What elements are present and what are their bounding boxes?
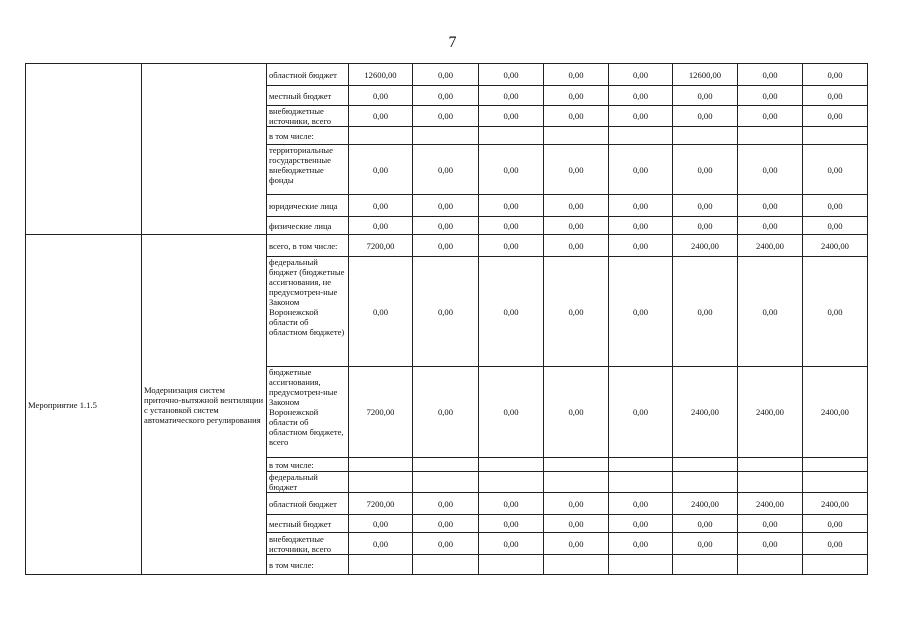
value-cell: 0,00 (479, 145, 544, 195)
source-cell: юридические лица (267, 195, 349, 217)
value-cell: 0,00 (413, 64, 479, 86)
value-cell: 2400,00 (803, 235, 868, 257)
value-cell: 0,00 (349, 217, 413, 235)
value-cell: 2400,00 (738, 493, 803, 515)
value-cell (673, 472, 738, 493)
source-cell: областной бюджет (267, 64, 349, 86)
value-cell (609, 555, 673, 575)
value-cell (349, 458, 413, 472)
value-cell: 0,00 (413, 145, 479, 195)
value-cell: 0,00 (544, 106, 609, 127)
value-cell: 0,00 (413, 106, 479, 127)
value-cell (413, 458, 479, 472)
event-label: Мероприятие 1.1.5 (26, 235, 142, 575)
value-cell: 0,00 (544, 64, 609, 86)
value-cell: 0,00 (544, 235, 609, 257)
value-cell: 0,00 (803, 257, 868, 367)
value-cell: 0,00 (479, 106, 544, 127)
source-cell: физические лица (267, 217, 349, 235)
value-cell: 0,00 (673, 515, 738, 533)
value-cell: 0,00 (349, 145, 413, 195)
value-cell: 0,00 (349, 86, 413, 106)
value-cell (479, 555, 544, 575)
value-cell: 7200,00 (349, 367, 413, 458)
source-cell: в том числе: (267, 555, 349, 575)
value-cell: 0,00 (673, 195, 738, 217)
source-cell: территориальные государственные внебюджетные фонды (267, 145, 349, 195)
value-cell: 0,00 (479, 64, 544, 86)
value-cell: 0,00 (544, 86, 609, 106)
value-cell: 0,00 (609, 493, 673, 515)
value-cell: 0,00 (609, 106, 673, 127)
source-cell: в том числе: (267, 127, 349, 145)
value-cell: 0,00 (738, 217, 803, 235)
source-cell: местный бюджет (267, 86, 349, 106)
value-cell (544, 555, 609, 575)
value-cell: 0,00 (673, 106, 738, 127)
value-cell (349, 555, 413, 575)
value-cell: 12600,00 (349, 64, 413, 86)
value-cell: 0,00 (479, 217, 544, 235)
value-cell: 0,00 (673, 86, 738, 106)
value-cell: 0,00 (803, 195, 868, 217)
table-row (26, 64, 868, 86)
budget-table (25, 63, 868, 575)
value-cell: 0,00 (609, 367, 673, 458)
value-cell (738, 127, 803, 145)
source-cell: федеральный бюджет (бюджетные ассигнования, не предусмотрен-ные Законом Воронежской области об областном бюджете) (267, 257, 349, 367)
source-cell: местный бюджет (267, 515, 349, 533)
value-cell: 0,00 (609, 217, 673, 235)
source-cell: федеральный бюджет (267, 472, 349, 493)
value-cell: 0,00 (803, 515, 868, 533)
value-cell: 2400,00 (673, 493, 738, 515)
value-cell: 0,00 (479, 367, 544, 458)
value-cell (738, 458, 803, 472)
value-cell: 2400,00 (673, 367, 738, 458)
value-cell (544, 472, 609, 493)
value-cell (803, 458, 868, 472)
value-cell: 0,00 (738, 195, 803, 217)
value-cell: 2400,00 (738, 367, 803, 458)
value-cell (479, 127, 544, 145)
value-cell: 7200,00 (349, 235, 413, 257)
value-cell: 0,00 (738, 86, 803, 106)
table-body (26, 64, 868, 575)
value-cell (673, 127, 738, 145)
value-cell: 0,00 (544, 533, 609, 555)
value-cell: 0,00 (609, 145, 673, 195)
value-cell (413, 127, 479, 145)
value-cell: 0,00 (803, 217, 868, 235)
value-cell: 0,00 (738, 257, 803, 367)
description-cell-empty (142, 64, 267, 235)
value-cell: 0,00 (673, 217, 738, 235)
value-cell: 0,00 (609, 195, 673, 217)
value-cell (673, 555, 738, 575)
value-cell: 0,00 (349, 195, 413, 217)
value-cell (349, 127, 413, 145)
value-cell: 0,00 (413, 195, 479, 217)
value-cell: 0,00 (544, 257, 609, 367)
value-cell: 0,00 (349, 515, 413, 533)
value-cell (803, 127, 868, 145)
value-cell: 0,00 (413, 235, 479, 257)
value-cell: 0,00 (544, 195, 609, 217)
value-cell: 2400,00 (738, 235, 803, 257)
source-cell: внебюджетные источники, всего (267, 106, 349, 127)
value-cell: 0,00 (673, 533, 738, 555)
value-cell: 0,00 (673, 145, 738, 195)
source-cell: областной бюджет (267, 493, 349, 515)
value-cell (479, 472, 544, 493)
event-cell-empty (26, 64, 142, 235)
value-cell (738, 555, 803, 575)
value-cell (349, 472, 413, 493)
value-cell (544, 127, 609, 145)
value-cell (544, 458, 609, 472)
value-cell (609, 127, 673, 145)
source-cell: всего, в том числе: (267, 235, 349, 257)
value-cell: 0,00 (349, 533, 413, 555)
value-cell: 0,00 (479, 533, 544, 555)
value-cell: 0,00 (803, 106, 868, 127)
value-cell: 0,00 (413, 493, 479, 515)
value-cell: 0,00 (413, 515, 479, 533)
value-cell: 0,00 (479, 493, 544, 515)
value-cell: 0,00 (738, 106, 803, 127)
value-cell: 0,00 (738, 533, 803, 555)
event-description: Модернизация систем приточно-вытяжной вентиляции с установкой систем автоматического регулирования (142, 235, 267, 575)
value-cell (609, 458, 673, 472)
value-cell: 0,00 (609, 515, 673, 533)
value-cell: 0,00 (479, 235, 544, 257)
value-cell: 0,00 (609, 533, 673, 555)
value-cell: 0,00 (413, 367, 479, 458)
value-cell (413, 472, 479, 493)
value-cell: 0,00 (738, 515, 803, 533)
value-cell: 0,00 (413, 86, 479, 106)
value-cell (413, 555, 479, 575)
value-cell: 0,00 (609, 257, 673, 367)
value-cell: 0,00 (544, 515, 609, 533)
source-cell: внебюджетные источники, всего (267, 533, 349, 555)
value-cell: 0,00 (349, 257, 413, 367)
value-cell: 0,00 (413, 217, 479, 235)
value-cell (803, 472, 868, 493)
value-cell: 0,00 (349, 106, 413, 127)
value-cell: 0,00 (479, 195, 544, 217)
table-row (26, 235, 868, 257)
page-number: 7 (448, 34, 457, 51)
value-cell: 0,00 (479, 257, 544, 367)
value-cell (738, 472, 803, 493)
value-cell: 0,00 (609, 64, 673, 86)
source-cell: в том числе: (267, 458, 349, 472)
value-cell: 0,00 (413, 257, 479, 367)
value-cell (803, 555, 868, 575)
value-cell: 0,00 (738, 64, 803, 86)
value-cell: 0,00 (544, 145, 609, 195)
value-cell: 12600,00 (673, 64, 738, 86)
value-cell: 0,00 (413, 533, 479, 555)
source-cell: бюджетные ассигнования, предусмотрен-ные Законом Воронежской области об областном бюджете, всего (267, 367, 349, 458)
value-cell: 0,00 (803, 145, 868, 195)
value-cell: 2400,00 (803, 367, 868, 458)
value-cell (479, 458, 544, 472)
value-cell: 0,00 (673, 257, 738, 367)
value-cell: 7200,00 (349, 493, 413, 515)
value-cell: 2400,00 (803, 493, 868, 515)
value-cell (673, 458, 738, 472)
value-cell: 0,00 (609, 235, 673, 257)
value-cell: 0,00 (738, 145, 803, 195)
value-cell: 0,00 (479, 86, 544, 106)
value-cell: 0,00 (544, 493, 609, 515)
value-cell: 0,00 (544, 367, 609, 458)
value-cell: 0,00 (803, 86, 868, 106)
value-cell: 0,00 (609, 86, 673, 106)
value-cell (609, 472, 673, 493)
value-cell: 0,00 (544, 217, 609, 235)
value-cell: 2400,00 (673, 235, 738, 257)
value-cell: 0,00 (479, 515, 544, 533)
value-cell: 0,00 (803, 64, 868, 86)
value-cell: 0,00 (803, 533, 868, 555)
